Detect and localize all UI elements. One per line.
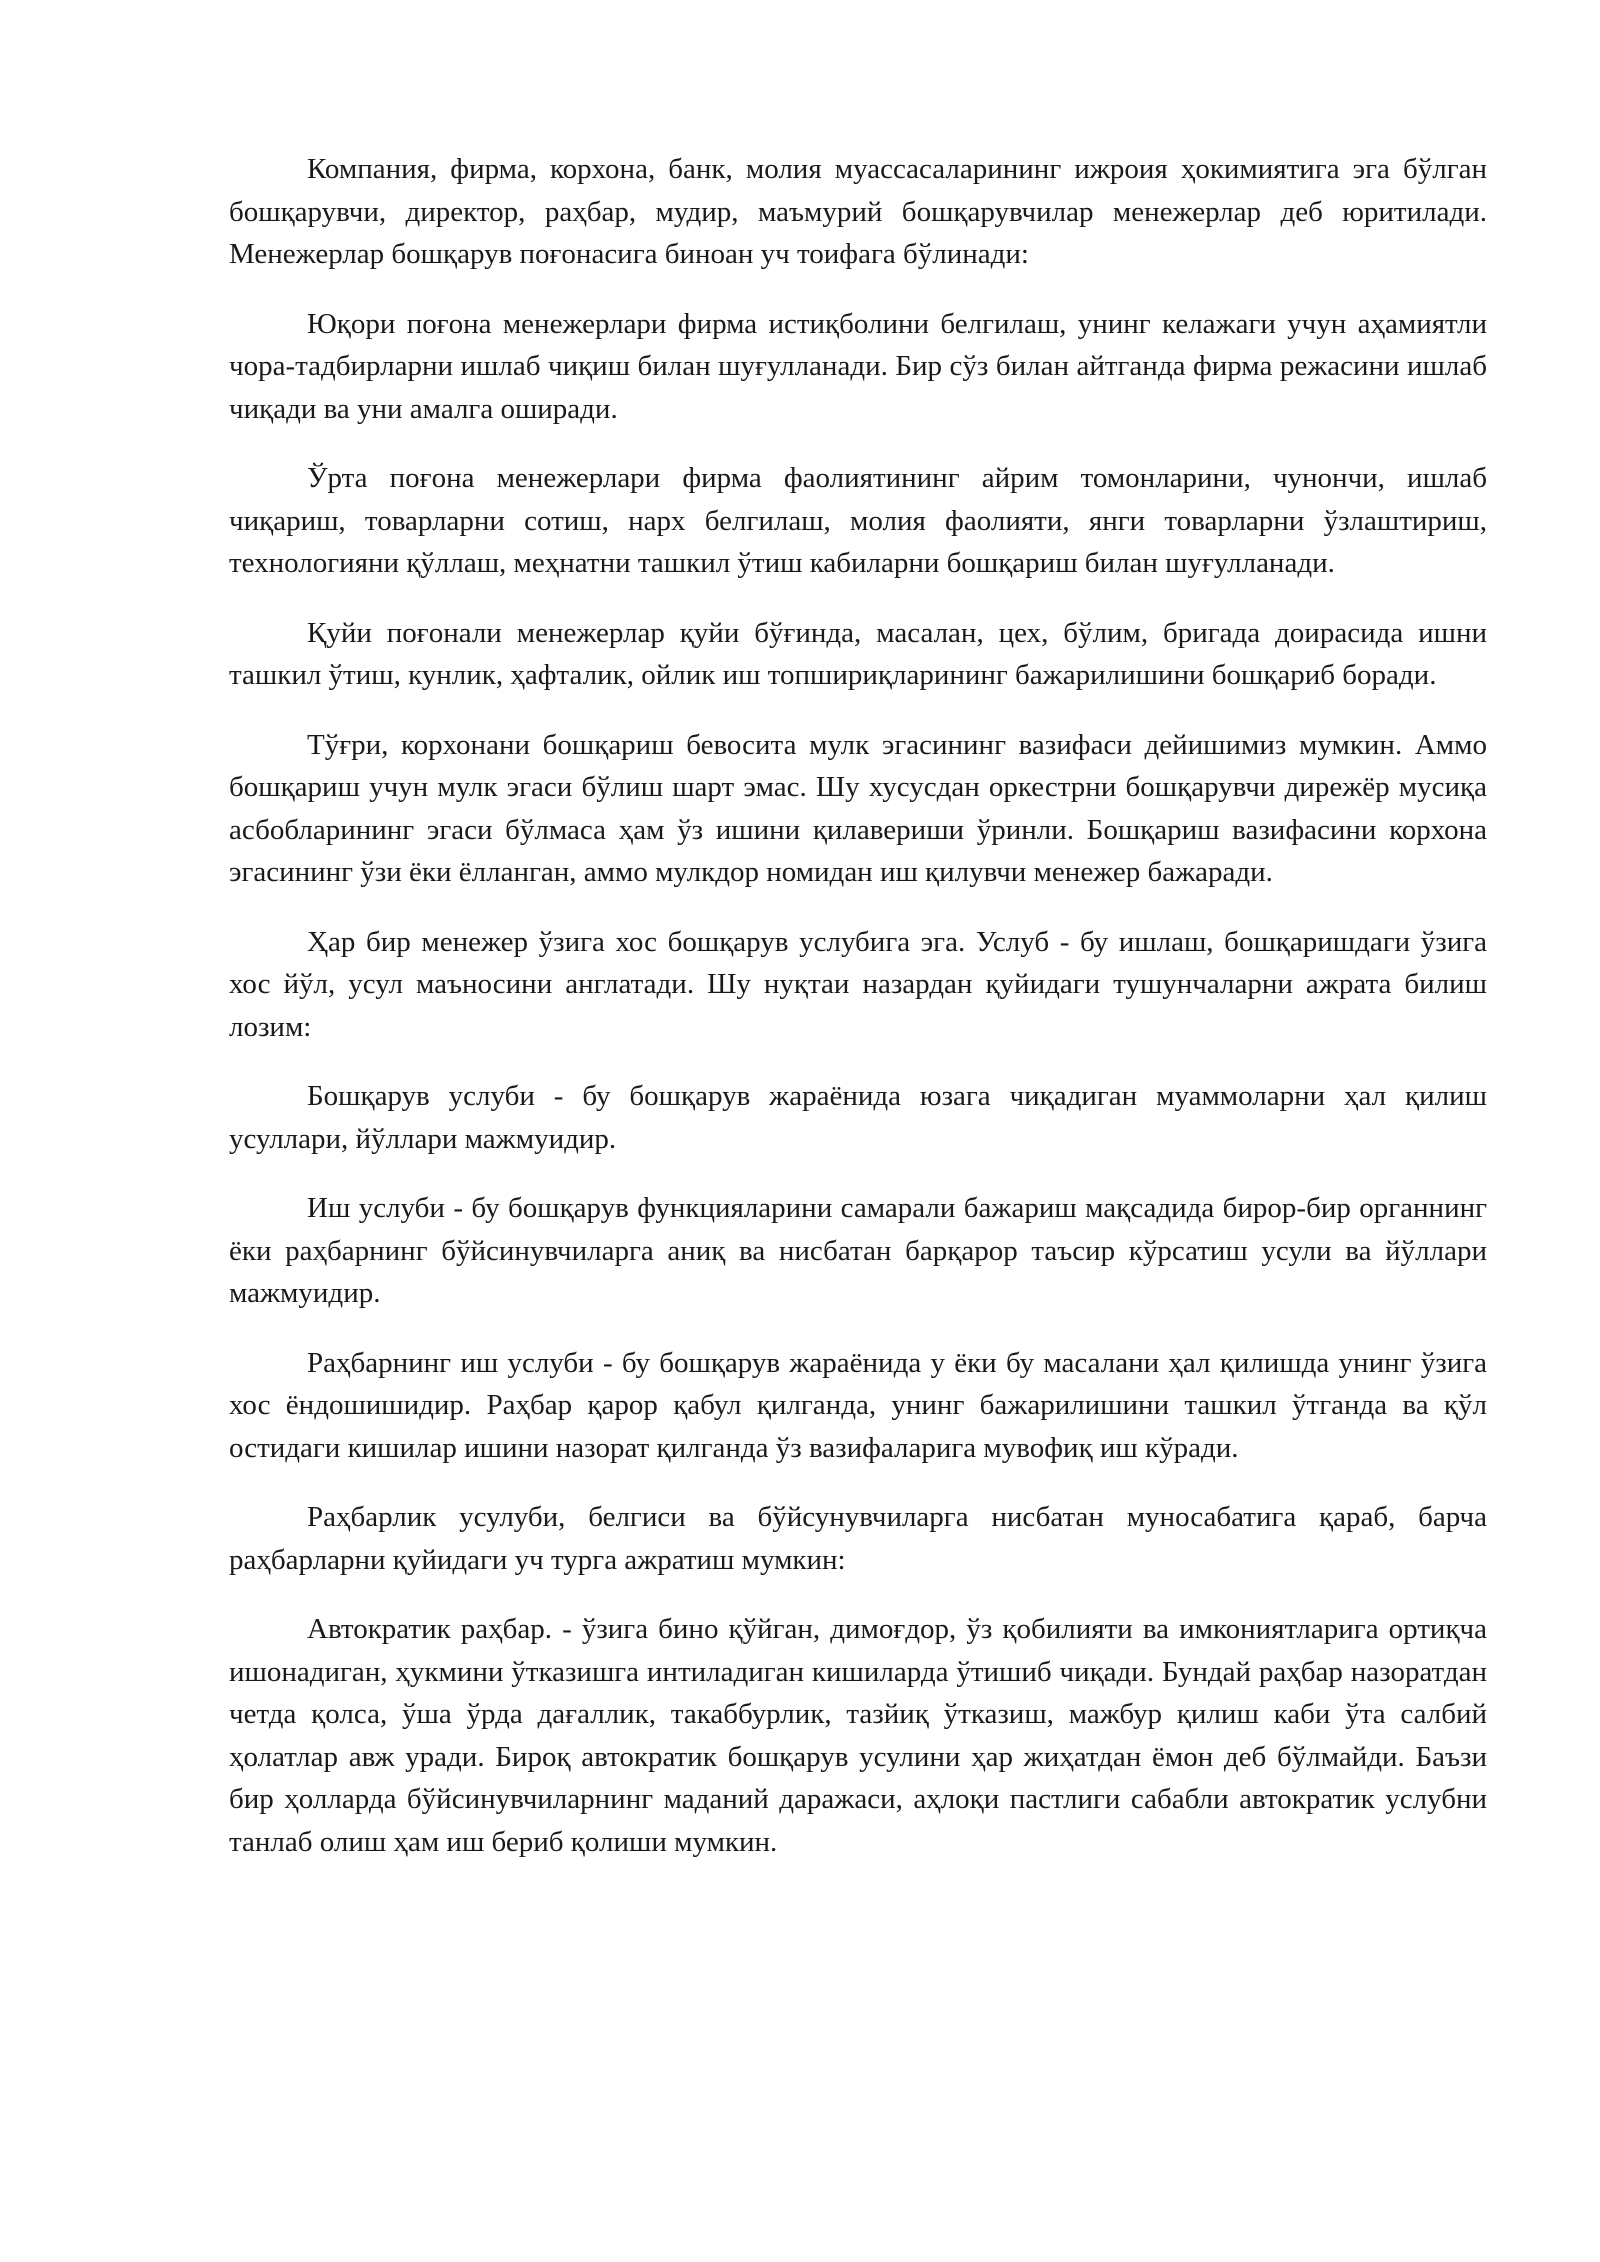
paragraph-management-method: Бошқарув услуби - бу бошқарув жараёнида юзага чиқадиган муаммоларни ҳал қилиш усуллари, йўллари мажмуидир. bbox=[229, 1080, 1487, 1155]
paragraph-autocratic-leader: Автократик раҳбар. - ўзига бино қўйган, димоғдор, ўз қобилияти ва имкониятларига ортиқча ишонадиган, ҳукмини ўтказишга интиладиган кишиларда ўтишиб чиқади. Бундай раҳбар назоратдан четда қолса, ўша ўрда дағаллик, такаббурлик, тазйиқ ўтказиш, мажбур қилиш каби ўта салбий ҳолатлар авж уради. Бироқ автократик бошқарув усулини ҳар жиҳатдан ёмон деб бўлмайди. Баъзи бир ҳолларда бўйсинувчиларнинг маданий даражаси, аҳлоқи пастлиги сабабли автократик услубни танлаб олиш ҳам иш бериб қолиши мумкин. bbox=[229, 1613, 1487, 1858]
paragraph-top-level-managers: Юқори поғона менежерлари фирма истиқболини белгилаш, унинг келажаги учун аҳамиятли чора-тадбирларни ишлаб чиқиш билан шуғулланади. Бир сўз билан айтганда фирма режасини ишлаб чиқади ва уни амалга оширади. bbox=[229, 307, 1487, 425]
paragraph-leader-types-intro: Раҳбарлик усулуби, белгиси ва бўйсунувчиларга нисбатан муносабатига қараб, барча раҳбарларни қуйидаги уч турга ажратиш мумкин: bbox=[229, 1501, 1487, 1576]
paragraph-middle-level-managers: Ўрта поғона менежерлари фирма фаолиятининг айрим томонларини, чунончи, ишлаб чиқариш, товарларни сотиш, нарх белгилаш, молия фаолияти, янги товарларни ўзлаштириш, технологияни қўллаш, меҳнатни ташкил ўтиш кабиларни бошқариш билан шуғулланади. bbox=[229, 462, 1487, 579]
paragraph-management-style-intro: Ҳар бир менежер ўзига хос бошқарув услубига эга. Услуб - бу ишлаш, бошқаришдаги ўзига хос йўл, усул маъносини англатади. Шу нуқтаи назардан қуйидаги тушунчаларни ажрата билиш лозим: bbox=[229, 925, 1487, 1043]
paragraph-lower-level-managers: Қуйи поғонали менежерлар қуйи бўғинда, масалан, цех, бўлим, бригада доирасида ишни ташкил ўтиш, кунлик, ҳафталик, ойлик иш топшириқларининг бажарилишини бошқариб боради. bbox=[229, 616, 1487, 691]
paragraph-leader-work-style: Раҳбарнинг иш услуби - бу бошқарув жараёнида у ёки бу масалани ҳал қилишда унинг ўзига хос ёндошишидир. Раҳбар қарор қабул қилганда, унинг бажарилишини ташкил ўтганда ва қўл остидаги кишилар ишини назорат қилганда ўз вазифаларига мувофиқ иш кўради. bbox=[229, 1346, 1487, 1464]
paragraph-managers-definition: Компания, фирма, корхона, банк, молия муассасаларининг ижроия ҳокимиятига эга бўлган бошқарувчи, директор, раҳбар, мудир, маъмурий бошқарувчилар менежерлар деб юритилади. Менежерлар бошқарув поғонасига биноан уч тоифага бўлинади: bbox=[229, 153, 1487, 270]
document-page bbox=[229, 148, 1487, 1890]
paragraph-work-method: Иш услуби - бу бошқарув функцияларини самарали бажариш мақсадида бирор-бир органнинг ёки раҳбарнинг бўйсинувчиларга аниқ ва нисбатан барқарор таъсир кўрсатиш усули ва йўллари мажмуидир. bbox=[229, 1192, 1487, 1309]
paragraph-ownership-and-management: Тўғри, корхонани бошқариш бевосита мулк эгасининг вазифаси дейишимиз мумкин. Аммо бошқариш учун мулк эгаси бўлиш шарт эмас. Шу хусусдан оркестрни бошқарувчи дирежёр мусиқа асбобларининг эгаси бўлмаса ҳам ўз ишини қилавериши ўринли. Бошқариш вазифасини корхона эгасининг ўзи ёки ёлланган, аммо мулкдор номидан иш қилувчи менежер бажаради. bbox=[229, 728, 1487, 888]
